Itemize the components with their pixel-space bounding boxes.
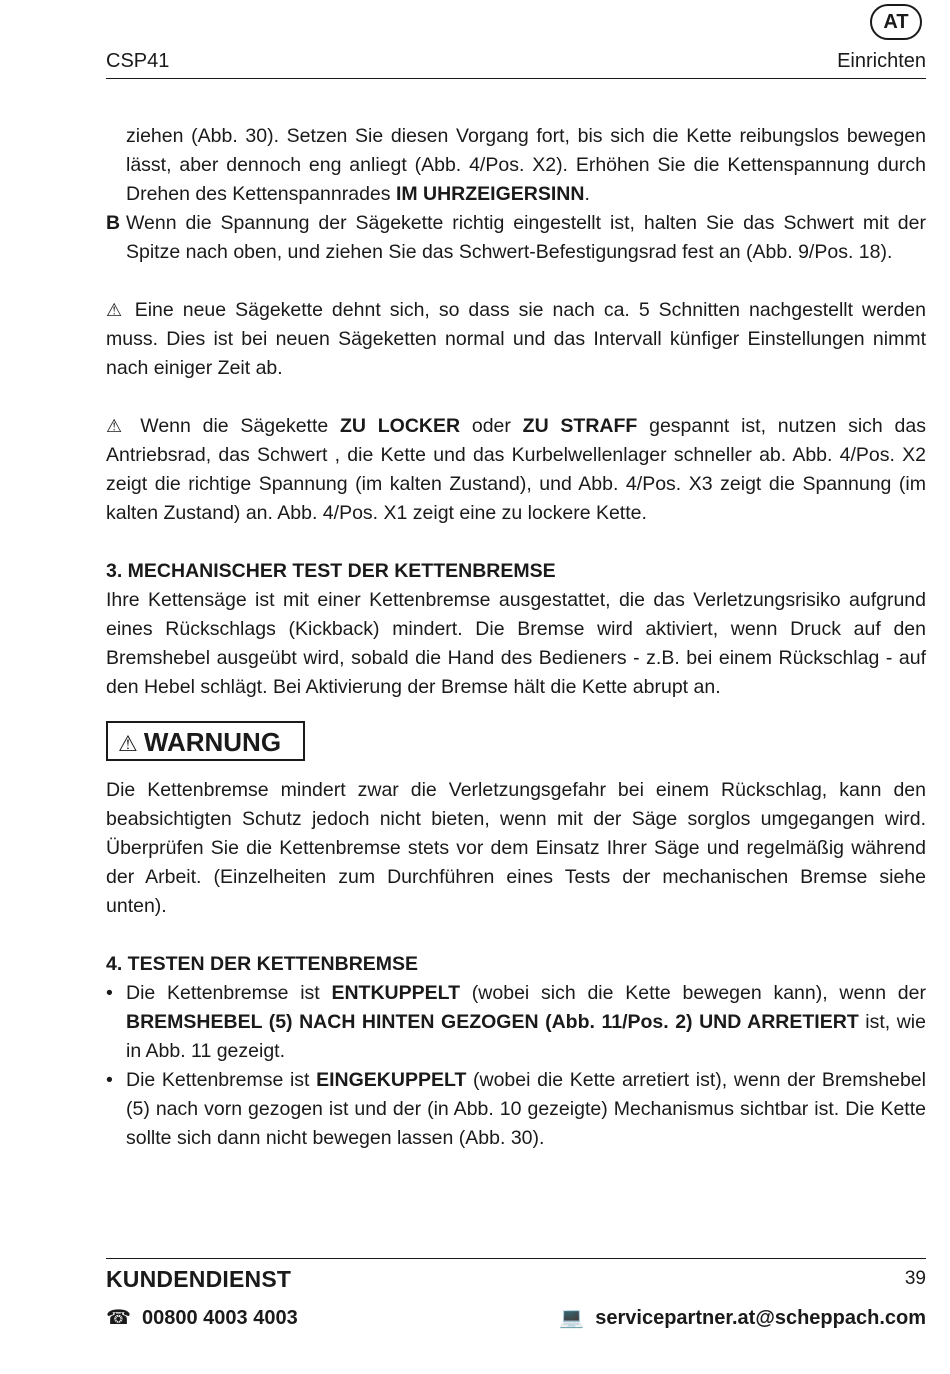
header-divider — [106, 78, 926, 79]
language-badge: AT — [870, 4, 922, 40]
note-text: gespannt ist, nutzen sich das Antriebsrad, das Schwert , die Kette und das Kurbelwellenlager schneller ab. Abb. 4/Pos. X2 zeigt die richtige Spannung (im kalten Zustand), und Abb. 4/Pos. X3 zeigt die Spannung (im kalten Zustand) an. Abb. 4/Pos. X1 zeigt eine zu lockere Kette. — [106, 415, 926, 524]
list-text: Die Kettenbremse ist — [126, 1069, 317, 1091]
bullet-icon: • — [106, 982, 113, 1004]
note-new-chain — [106, 296, 926, 383]
spacer — [106, 702, 926, 717]
footer-divider — [106, 1258, 926, 1259]
section-name: Einrichten — [837, 50, 926, 72]
body-content — [106, 122, 926, 1153]
footer-title: KUNDENDIENST — [106, 1266, 292, 1292]
telephone-icon: ☎ — [106, 1307, 131, 1329]
paragraph-text: ziehen (Abb. 30). Setzen Sie diesen Vorgang fort, bis sich die Kette reibungslos bewegen lässt, aber dennoch eng anliegt (Abb. 4/Pos. X2). Erhöhen Sie die Kettenspannung durch Drehen des Kettenspannrades — [126, 125, 926, 205]
section-4-heading: 4. TESTEN DER KETTENBREMSE — [106, 953, 419, 975]
phone-number: 00800 4003 4003 — [142, 1307, 298, 1329]
step-marker: B — [106, 212, 121, 234]
warning-triangle-icon: ⚠ — [106, 300, 126, 320]
bold-text: ZU STRAFF — [522, 415, 638, 437]
warning-text: Die Kettenbremse mindert zwar die Verletzungsgefahr bei einem Rückschlag, kann den beabsichtigten Schutz jedoch nicht bieten, wenn mit der Säge sorglos umgegangen wird. Überprüfen Sie die Kettenbremse stets vor dem Einsatz Ihrer Säge und regelmäßig während der Arbeit. (Einzelheiten zum Durchführen eines Tests der mechanischen Bremse siehe unten). — [106, 779, 926, 917]
email-address[interactable]: servicepartner.at@scheppach.com — [595, 1307, 926, 1329]
page-number: 39 — [904, 1268, 926, 1289]
list-item — [106, 1066, 926, 1153]
bold-text: IM UHRZEIGERSINN — [395, 183, 585, 205]
laptop-icon: 💻 — [559, 1307, 585, 1329]
warning-label: WARNUNG — [143, 727, 282, 757]
note-text: oder — [460, 415, 523, 437]
service-phone — [106, 1305, 298, 1330]
warning-triangle-icon: ⚠ — [118, 731, 144, 756]
spacer — [106, 528, 926, 557]
bold-text: EINGEKUPPELT — [316, 1069, 467, 1091]
spacer — [106, 383, 926, 412]
spacer — [106, 267, 926, 296]
paragraph-text: . — [584, 183, 590, 205]
list-text: (wobei die Kette arretiert ist), wenn der Bremshebel (5) nach vorn gezogen ist und der (in Abb. 10 gezeigte) Mechanismus sichtbar ist. Die Kette sollte sich dann nicht bewegen lassen (Abb. 30). — [126, 1069, 926, 1149]
warning-box — [106, 721, 305, 761]
bullet-icon: • — [106, 1069, 113, 1091]
note-text: Wenn die Sägekette — [128, 415, 340, 437]
step-b — [106, 209, 926, 267]
warning-triangle-icon: ⚠ — [106, 416, 129, 436]
bold-text: ZU LOCKER — [340, 415, 461, 437]
note-tension — [106, 412, 926, 528]
model-name: CSP41 — [106, 50, 170, 72]
list-text: (wobei sich die Kette bewegen kann), wenn der — [460, 982, 926, 1004]
list-text: Die Kettenbremse ist — [126, 982, 332, 1004]
list-item — [106, 979, 926, 1066]
service-email[interactable] — [559, 1305, 926, 1330]
section-3-text: Ihre Kettensäge ist mit einer Kettenbremse ausgestattet, die das Verletzungsrisiko aufgrund eines Rückschlags (Kickback) mindert. Die Bremse wird aktiviert, wenn Druck auf den Bremshebel ausgeübt wird, sobald die Hand des Bedieners - z.B. bei einem Rückschlag - auf den Hebel schlägt. Bei Aktivierung der Bremse hält die Kette abrupt an. — [106, 589, 926, 698]
note-text: Eine neue Sägekette dehnt sich, so dass sie nach ca. 5 Schnitten nachgestellt werden muss. Dies ist bei neuen Sägeketten normal und das Intervall künfiger Einstellungen nimmt nach einiger Zeit ab. — [106, 299, 926, 379]
spacer — [106, 921, 926, 950]
list-text: ist, wie in Abb. 11 gezeigt. — [126, 1011, 926, 1062]
bold-text: ENTKUPPELT — [331, 982, 461, 1004]
bold-text: BREMSHEBEL (5) NACH HINTEN GEZOGEN (Abb. 11/Pos. 2) UND ARRETIERT — [126, 1011, 859, 1033]
section-3-heading: 3. MECHANISCHER TEST DER KETTENBREMSE — [106, 560, 556, 582]
paragraph-tensioning — [106, 122, 926, 209]
step-text: Wenn die Spannung der Sägekette richtig eingestellt ist, halten Sie das Schwert mit der Spitze nach oben, und ziehen Sie das Schwert-Befestigungsrad fest an (Abb. 9/Pos. 18). — [126, 212, 926, 263]
